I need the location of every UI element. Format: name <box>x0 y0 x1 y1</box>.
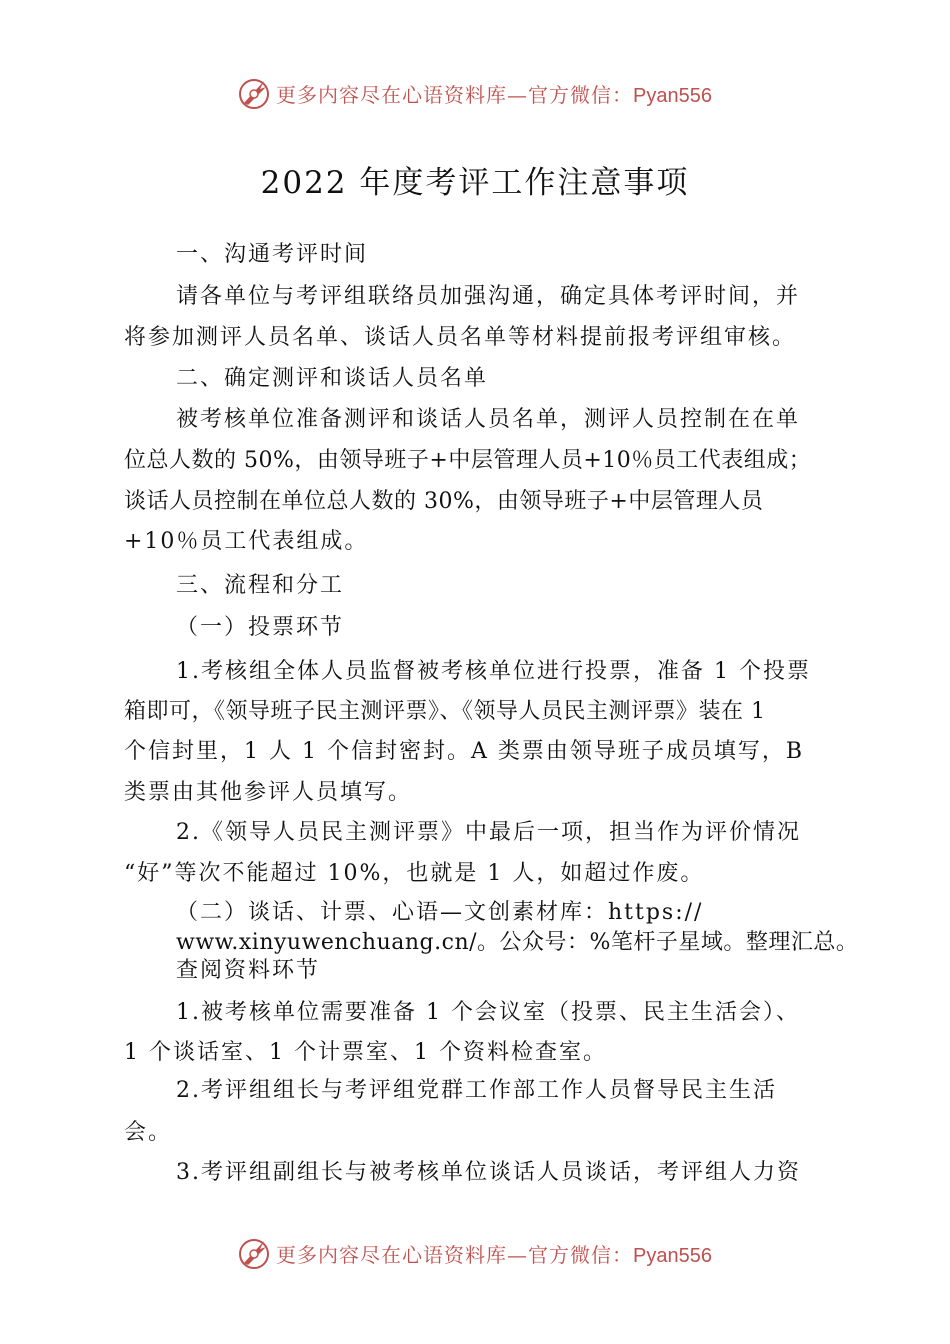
paragraph-line: 位总人数的 50%，由领导班子+中层管理人员+10％员工代表组成； <box>124 448 812 473</box>
section-heading: 三、流程和分工 <box>176 573 345 598</box>
paragraph-line: 1.考核组全体人员监督被考核单位进行投票，准备 1 个投票 <box>176 659 811 684</box>
section-heading: 二、确定测评和谈话人员名单 <box>176 366 489 391</box>
paragraph-line: 1.被考核单位需要准备 1 个会议室（投票、民主生活会）、 <box>176 1000 800 1025</box>
header-watermark <box>0 73 950 113</box>
paragraph-line: www.xinyuwenchuang.cn/。公众号：%笔杆子星域。整理汇总。 <box>176 930 859 955</box>
paragraph-line: 类票由其他参评人员填写。 <box>124 780 413 805</box>
paragraph-line: 2.《领导人员民主测评票》中最后一项，担当作为评价情况 <box>176 820 801 845</box>
paragraph-line: “好”等次不能超过 10%，也就是 1 人，如超过作废。 <box>124 861 705 886</box>
paragraph-line: +10％员工代表组成。 <box>124 529 369 554</box>
subsection-heading: （一）投票环节 <box>176 615 345 640</box>
paragraph-line: 将参加测评人员名单、谈话人员名单等材料提前报考评组审核。 <box>124 325 797 350</box>
quill-seal-icon <box>236 1235 272 1271</box>
paragraph-line: 3.考评组副组长与被考核单位谈话人员谈话，考评组人力资 <box>176 1160 801 1185</box>
paragraph-line: 个信封里，1 人 1 个信封密封。A 类票由领导班子成员填写，B <box>124 739 805 764</box>
paragraph-line: 会。 <box>124 1120 173 1145</box>
watermark-text: 更多内容尽在心语资料库—官方微信：Pyan556 <box>276 1243 712 1267</box>
paragraph-line: 箱即可，《领导班子民主测评票》、《领导人员民主测评票》装在 1 <box>124 699 766 724</box>
section-heading: 一、沟通考评时间 <box>176 242 369 267</box>
paragraph-line: 被考核单位准备测评和谈话人员名单，测评人员控制在在单 <box>176 407 801 432</box>
paragraph-line: 谈话人员控制在单位总人数的 30%，由领导班子+中层管理人员 <box>124 489 764 514</box>
paragraph-line: 2.考评组组长与考评组党群工作部工作人员督导民主生活 <box>176 1078 777 1103</box>
paragraph-line: 查阅资料环节 <box>176 958 321 983</box>
subsection-heading: （二）谈话、计票、心语—文创素材库：https:// <box>176 900 704 925</box>
document-title: 2022 年度考评工作注意事项 <box>260 165 690 201</box>
paragraph-line: 1 个谈话室、1 个计票室、1 个资料检查室。 <box>124 1040 607 1065</box>
quill-seal-icon <box>236 75 272 111</box>
watermark-text: 更多内容尽在心语资料库—官方微信：Pyan556 <box>276 83 712 107</box>
paragraph-line: 请各单位与考评组联络员加强沟通，确定具体考评时间，并 <box>176 284 801 309</box>
footer-watermark <box>0 1233 950 1273</box>
